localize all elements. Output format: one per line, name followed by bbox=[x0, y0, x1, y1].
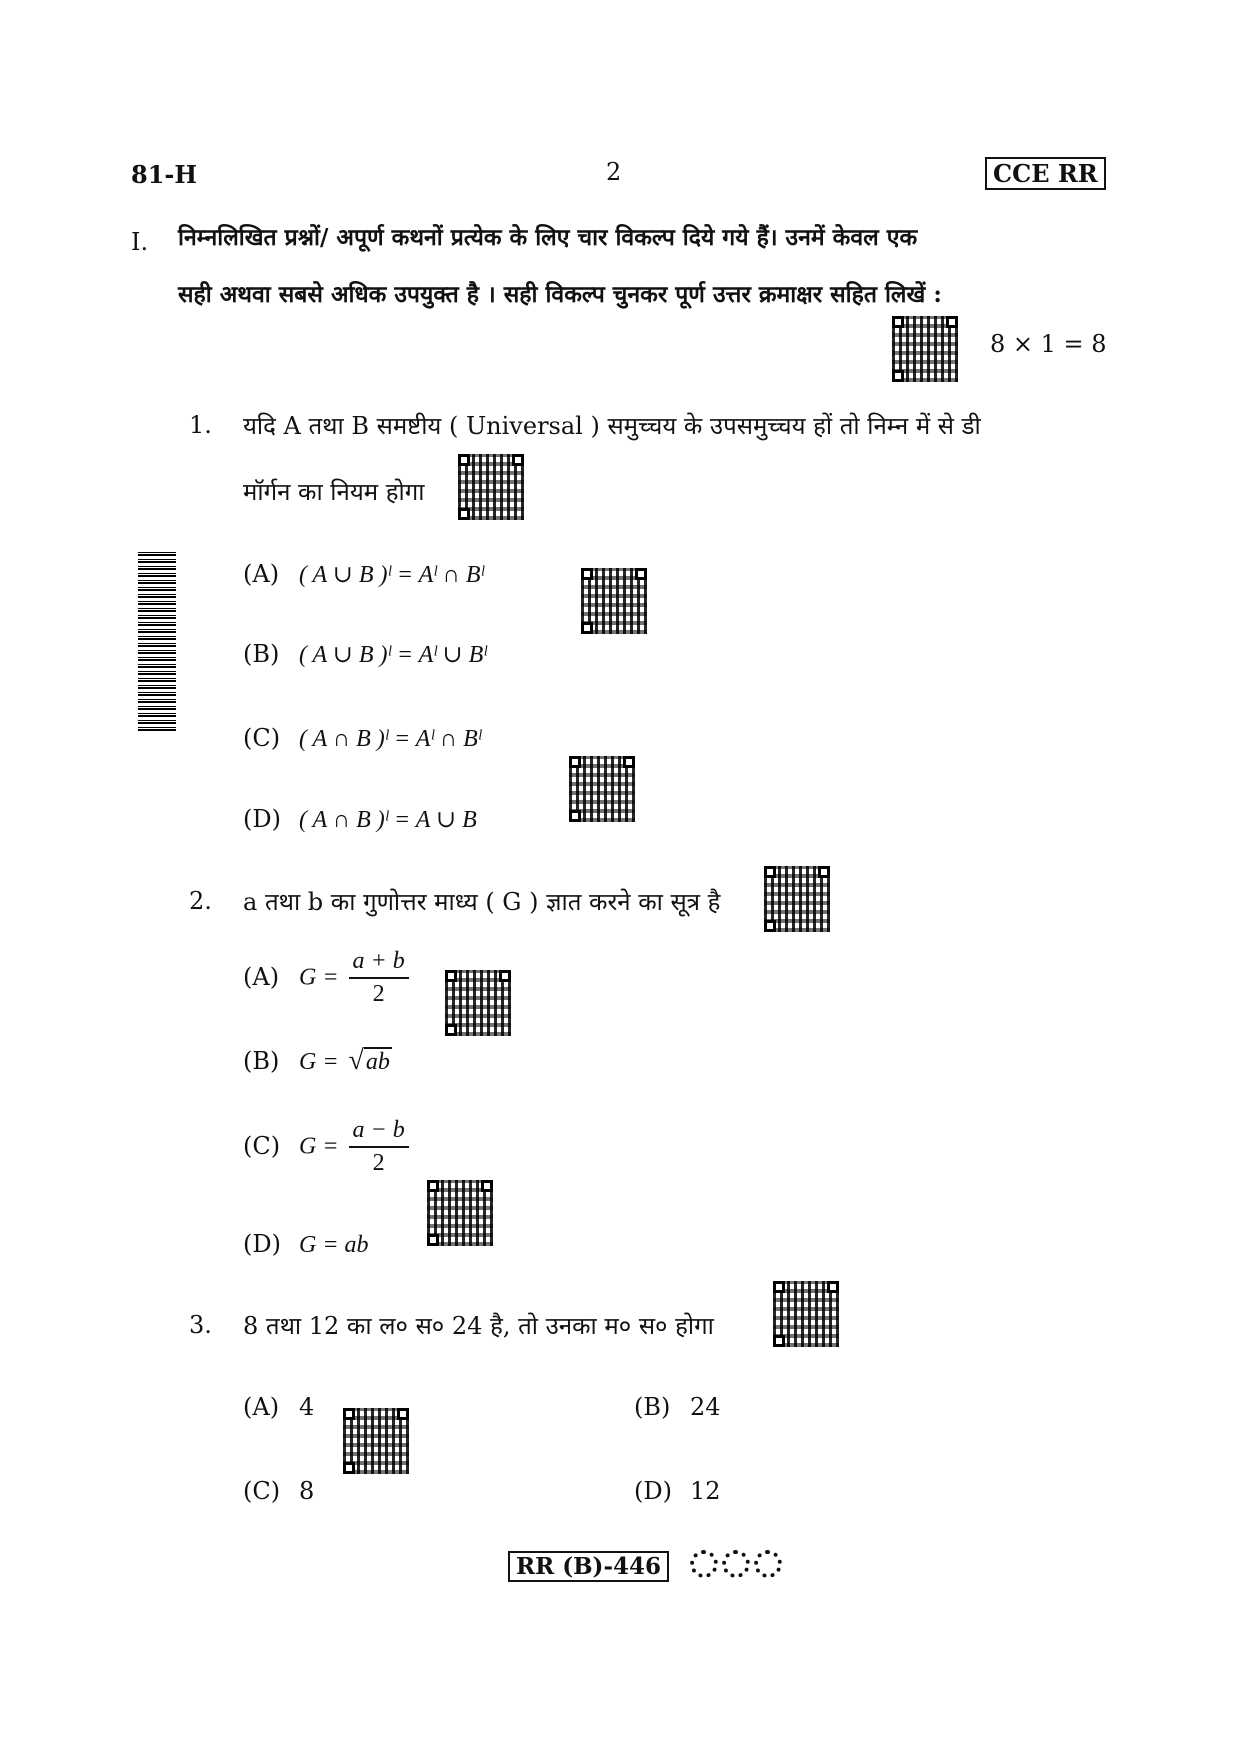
footer-code: RR (B)-446 bbox=[508, 1551, 669, 1582]
option-label: (B) bbox=[243, 640, 280, 668]
qr-code-icon bbox=[569, 756, 635, 822]
instruction-line-2: सही अथवा सबसे अधिक उपयुक्त है । सही विकल्प चुनकर पूर्ण उत्तर क्रमाक्षर सहित लिखें : bbox=[178, 281, 942, 308]
option-label: (C) bbox=[243, 1477, 281, 1505]
section-number: I. bbox=[131, 228, 149, 256]
denominator: 2 bbox=[372, 1150, 385, 1176]
question-1-number: 1. bbox=[189, 411, 212, 439]
question-1-option-d bbox=[243, 805, 477, 834]
option-lhs: G = bbox=[299, 1133, 339, 1160]
radicand: ab bbox=[365, 1049, 390, 1075]
option-text: ( A ∪ B )ˡ = Aˡ ∪ Bˡ bbox=[299, 642, 487, 668]
question-3-option-a bbox=[243, 1393, 314, 1421]
question-3-option-b bbox=[634, 1393, 721, 1421]
option-text: ( A ∪ B )ˡ = Aˡ ∩ Bˡ bbox=[299, 562, 484, 588]
question-1-text-line-2: मॉर्गन का नियम होगा bbox=[243, 478, 425, 506]
option-lhs: G = bbox=[299, 1049, 339, 1075]
option-label: (C) bbox=[243, 724, 281, 752]
qr-code-icon bbox=[773, 1281, 839, 1347]
question-1-option-a bbox=[243, 560, 484, 589]
scheme-badge: CCE RR bbox=[985, 157, 1106, 190]
qr-code-icon bbox=[445, 970, 511, 1036]
question-3-option-d bbox=[634, 1477, 721, 1505]
question-3-option-c bbox=[243, 1477, 314, 1505]
option-text: ( A ∩ B )ˡ = Aˡ ∩ Bˡ bbox=[299, 726, 481, 752]
paper-code: 81-H bbox=[131, 160, 198, 189]
option-text: 12 bbox=[690, 1477, 721, 1505]
denominator: 2 bbox=[372, 981, 385, 1007]
radical-sign: √ bbox=[348, 1045, 364, 1076]
ornament-icon bbox=[754, 1550, 782, 1578]
question-1-option-c bbox=[243, 724, 481, 753]
footer-ornament bbox=[690, 1550, 786, 1582]
option-label: (A) bbox=[243, 962, 280, 991]
option-label: (D) bbox=[243, 805, 281, 833]
qr-code-icon bbox=[892, 316, 958, 382]
numerator: a − b bbox=[349, 1117, 409, 1148]
fraction bbox=[349, 948, 409, 1008]
qr-code-icon bbox=[343, 1408, 409, 1474]
qr-code-icon bbox=[427, 1180, 493, 1246]
question-2-option-c bbox=[243, 1117, 409, 1177]
qr-code-icon bbox=[581, 568, 647, 634]
option-text: ( A ∩ B )ˡ = A ∪ B bbox=[299, 807, 477, 833]
question-2-option-b bbox=[243, 1045, 392, 1077]
option-label: (D) bbox=[243, 1230, 281, 1258]
question-2-option-d bbox=[243, 1230, 369, 1259]
option-text: 24 bbox=[690, 1393, 721, 1421]
option-text: G = ab bbox=[299, 1232, 369, 1258]
numerator: a + b bbox=[349, 948, 409, 979]
ornament-icon bbox=[690, 1550, 718, 1578]
option-label: (B) bbox=[634, 1393, 671, 1421]
option-lhs: G = bbox=[299, 964, 339, 991]
qr-code-icon bbox=[458, 454, 524, 520]
barcode-icon bbox=[138, 549, 176, 731]
question-2-option-a bbox=[243, 948, 409, 1008]
question-1-option-b bbox=[243, 640, 487, 669]
question-3-number: 3. bbox=[189, 1311, 212, 1339]
option-label: (C) bbox=[243, 1131, 281, 1160]
fraction bbox=[349, 1117, 409, 1177]
option-label: (B) bbox=[243, 1047, 280, 1075]
question-1-text-line-1: यदि A तथा B समष्टीय ( Universal ) समुच्चय के उपसमुच्चय हों तो निम्न में से डी bbox=[243, 412, 981, 440]
option-label: (D) bbox=[634, 1477, 672, 1505]
question-3-text: 8 तथा 12 का ल० स० 24 है, तो उनका म० स० होगा bbox=[243, 1312, 714, 1340]
option-label: (A) bbox=[243, 1393, 280, 1421]
instruction-line-1: निम्नलिखित प्रश्नों/ अपूर्ण कथनों प्रत्येक के लिए चार विकल्प दिये गये हैं। उनमें केवल एक bbox=[178, 224, 918, 251]
ornament-icon bbox=[722, 1550, 750, 1578]
option-text: 4 bbox=[299, 1393, 315, 1421]
page-number: 2 bbox=[606, 158, 622, 186]
question-2-text: a तथा b का गुणोत्तर माध्य ( G ) ज्ञात करने का सूत्र है bbox=[243, 888, 721, 916]
option-label: (A) bbox=[243, 560, 280, 588]
marks-allotment: 8 × 1 = 8 bbox=[990, 330, 1107, 358]
square-root bbox=[349, 1045, 392, 1077]
option-text: 8 bbox=[299, 1477, 315, 1505]
qr-code-icon bbox=[764, 866, 830, 932]
question-2-number: 2. bbox=[189, 887, 212, 915]
